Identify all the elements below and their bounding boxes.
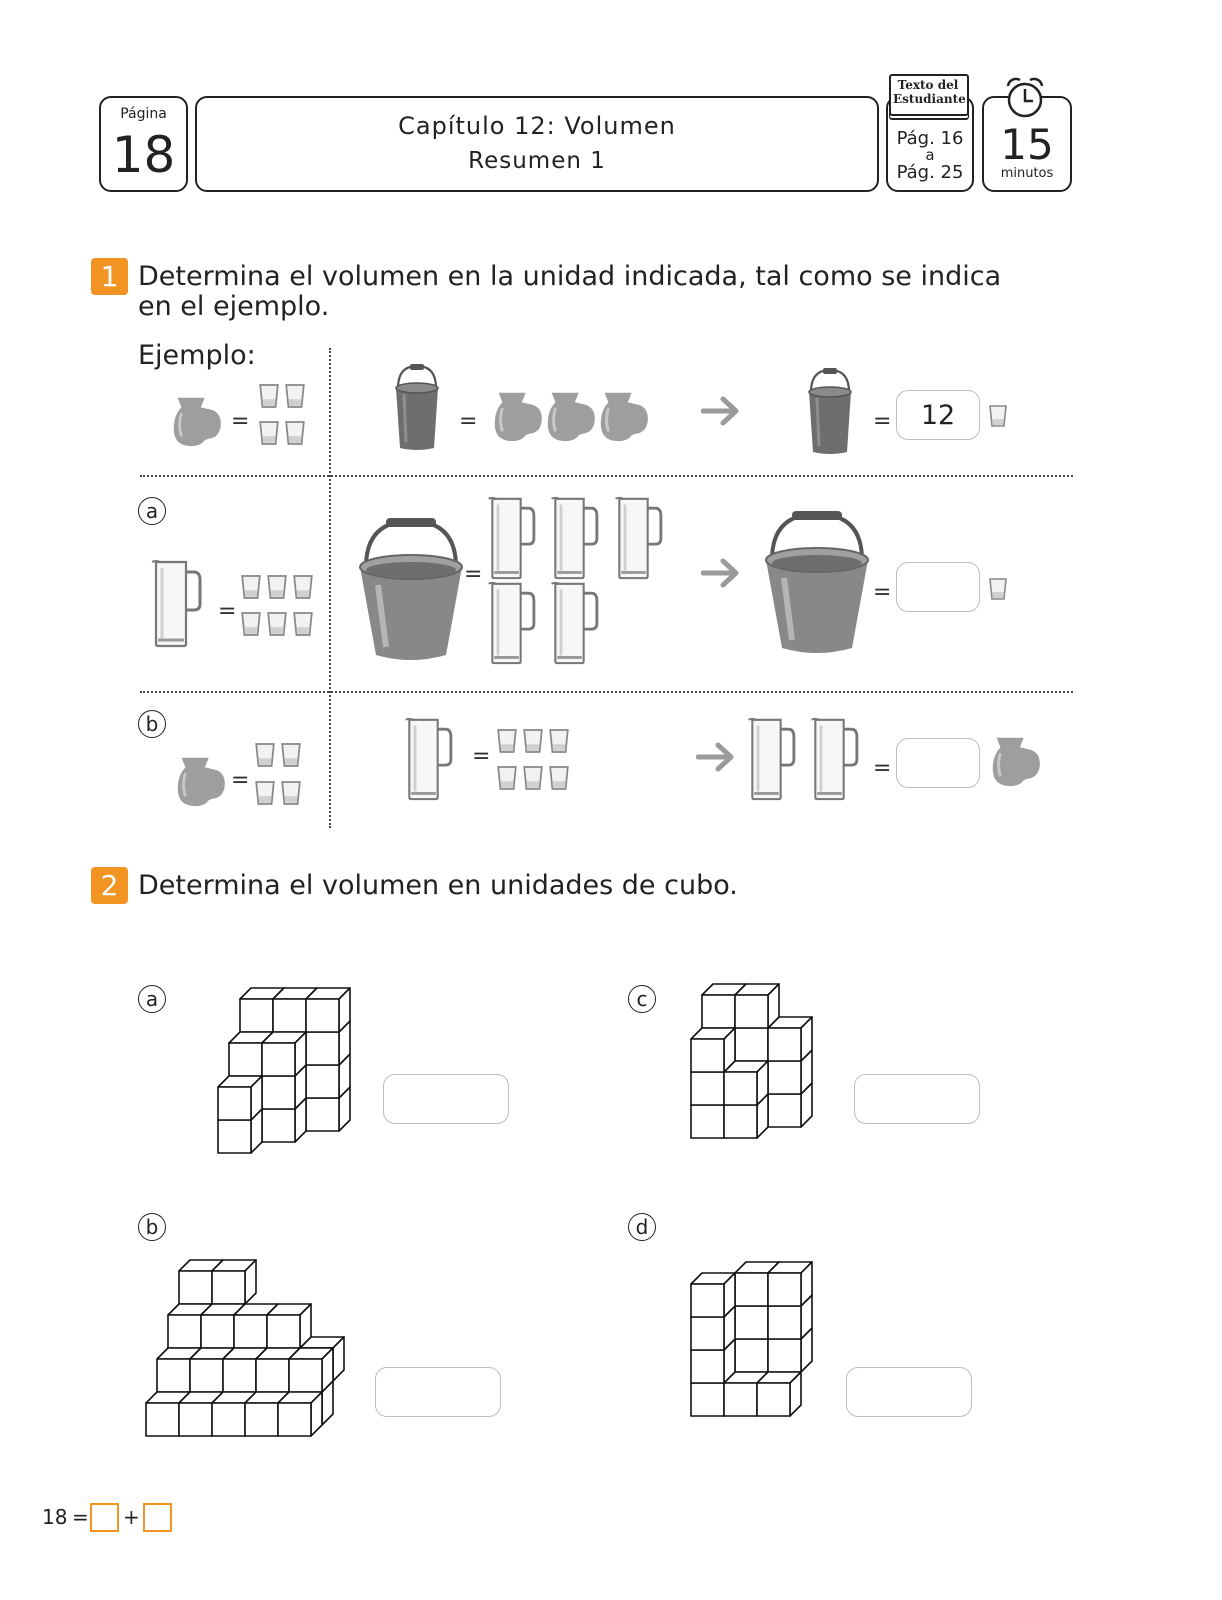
cube-face [735, 1028, 768, 1061]
pages-sep: a [925, 146, 935, 164]
cube-face [273, 999, 306, 1032]
chapter-subtitle: Resumen 1 [468, 148, 606, 174]
footer-page-number: 18 [42, 1505, 68, 1529]
answer-box-1a[interactable] [896, 562, 980, 612]
cube-face [735, 1306, 768, 1339]
cube-face [212, 1271, 245, 1304]
footer-box-1 [90, 1503, 119, 1532]
cube-face [768, 1273, 801, 1306]
pitcher-icon [166, 390, 224, 448]
glass-icon [266, 572, 288, 602]
part-a-label: a [138, 985, 166, 1013]
glass-icon [292, 609, 314, 639]
pitcher-icon [548, 580, 608, 665]
divider-row-1 [140, 475, 1073, 477]
cube-face [724, 1072, 757, 1105]
alarm-clock-icon [1000, 74, 1050, 120]
example-label: Ejemplo: [138, 340, 256, 371]
glass-icon [496, 763, 518, 793]
cube-face [212, 1403, 245, 1436]
equals-sign: = [218, 599, 237, 624]
pitcher-icon [612, 495, 672, 580]
cube-face [735, 995, 768, 1028]
cube-face [691, 1284, 724, 1317]
cube-face [234, 1315, 267, 1348]
glass-icon [280, 740, 302, 770]
footer-equals: = [72, 1505, 89, 1529]
equals-sign: = [873, 756, 892, 781]
glass-icon [548, 726, 570, 756]
answer-box-2c[interactable] [854, 1074, 980, 1124]
cube-face [702, 995, 735, 1028]
cube-face [240, 999, 273, 1032]
page-label: Página [120, 106, 167, 122]
equals-sign: = [231, 409, 250, 434]
answer-box-2d[interactable] [846, 1367, 972, 1417]
glass-icon [548, 763, 570, 793]
pitcher-icon [485, 495, 545, 580]
cube-face [218, 1087, 251, 1120]
pages-to: Pág. 25 [896, 162, 964, 183]
glass-icon [496, 726, 518, 756]
cube-face [190, 1359, 223, 1392]
cube-face [768, 1306, 801, 1339]
part-d-label: d [628, 1213, 656, 1241]
arrow-right-icon [701, 558, 741, 588]
cube-face [306, 1065, 339, 1098]
footer-box-2 [143, 1503, 172, 1532]
cube-face [278, 1403, 311, 1436]
equals-sign: = [873, 580, 892, 605]
exercise-2-badge: 2 [91, 867, 128, 904]
exercise-1-instruction-line2: en el ejemplo. [138, 291, 330, 322]
glass-icon [240, 609, 262, 639]
cube-face [306, 1032, 339, 1065]
cube-face [735, 1273, 768, 1306]
glass-icon [988, 402, 1008, 430]
cube-face [267, 1315, 300, 1348]
cube-face [168, 1315, 201, 1348]
equals-sign: = [873, 409, 892, 434]
chapter-title-box [195, 96, 879, 192]
glass-icon [284, 419, 306, 447]
cube-face [245, 1403, 278, 1436]
cube-face [146, 1403, 179, 1436]
footer-plus: + [123, 1505, 140, 1529]
textbook-label: Texto del Estudiante [893, 78, 966, 106]
glass-icon [292, 572, 314, 602]
cube-face [157, 1359, 190, 1392]
cube-face [735, 1339, 768, 1372]
glass-icon [240, 572, 262, 602]
cube-figure-c [685, 980, 820, 1145]
bucket-icon [392, 362, 442, 452]
cube-face [223, 1359, 256, 1392]
part-a-label: a [138, 497, 166, 525]
glass-icon [280, 778, 302, 808]
glass-icon [522, 763, 544, 793]
part-b-label: b [138, 1213, 166, 1241]
equals-sign: = [459, 409, 478, 434]
cube-face [256, 1359, 289, 1392]
pitcher-icon [548, 495, 608, 580]
time-value: 15 [1000, 120, 1054, 169]
cube-face [691, 1383, 724, 1416]
cube-face [289, 1359, 322, 1392]
pitcher-icon [808, 716, 868, 801]
cube-face [229, 1043, 262, 1076]
cube-face [262, 1109, 295, 1142]
divider-vertical [329, 348, 331, 828]
answer-box-1b[interactable] [896, 738, 980, 788]
cube-face [691, 1317, 724, 1350]
equals-sign: = [231, 768, 250, 793]
page-number: 18 [111, 126, 176, 184]
cube-face [768, 1094, 801, 1127]
cube-face [691, 1072, 724, 1105]
equals-sign: = [464, 562, 483, 587]
divider-row-2 [140, 691, 1073, 693]
cube-face [179, 1403, 212, 1436]
cube-face [306, 1098, 339, 1131]
part-c-label: c [628, 985, 656, 1013]
pitcher-icon [485, 580, 545, 665]
cube-face [691, 1039, 724, 1072]
part-b-label: b [138, 710, 166, 738]
time-unit: minutos [1000, 166, 1054, 181]
exercise-1-badge: 1 [91, 258, 128, 295]
glass-icon [258, 419, 280, 447]
glass-icon [284, 382, 306, 410]
cube-figure-b [140, 1258, 360, 1443]
cube-face [768, 1028, 801, 1061]
glass-icon [254, 778, 276, 808]
cube-figure-d [685, 1258, 820, 1423]
arrow-right-icon [701, 396, 741, 426]
arrow-right-icon [696, 742, 736, 772]
cube-face [724, 1105, 757, 1138]
cube-face [201, 1315, 234, 1348]
glass-icon [254, 740, 276, 770]
glass-icon [988, 574, 1008, 604]
cube-face [691, 1105, 724, 1138]
glass-icon [522, 726, 544, 756]
example-answer-box: 12 [896, 390, 980, 440]
cube-face [262, 1043, 295, 1076]
cube-face [768, 1061, 801, 1094]
answer-box-2b[interactable] [375, 1367, 501, 1417]
exercise-2-instruction: Determina el volumen en unidades de cubo. [138, 870, 738, 901]
bucket-icon [762, 508, 872, 658]
answer-box-2a[interactable] [383, 1074, 509, 1124]
equals-sign: = [472, 744, 491, 769]
cube-face [306, 999, 339, 1032]
glass-icon [258, 382, 280, 410]
pitcher-icon [540, 385, 598, 443]
pitcher-icon [593, 385, 651, 443]
pitcher-icon [487, 385, 545, 443]
bucket-icon [356, 515, 466, 665]
pitcher-icon [170, 750, 228, 808]
chapter-title: Capítulo 12: Volumen [398, 112, 676, 140]
cube-face [262, 1076, 295, 1109]
exercise-1-instruction-line1: Determina el volumen en la unidad indicada, tal como se indica [138, 261, 1002, 292]
cube-face [768, 1339, 801, 1372]
cube-face [757, 1383, 790, 1416]
pitcher-icon [402, 716, 462, 801]
cube-face [724, 1383, 757, 1416]
cube-face [218, 1120, 251, 1153]
cube-face [179, 1271, 212, 1304]
book-icon [889, 74, 969, 116]
pages-from: Pág. 16 [896, 128, 964, 149]
page-number-box [99, 96, 188, 192]
cube-face [691, 1350, 724, 1383]
pitcher-icon [745, 716, 805, 801]
pitcher-icon [985, 730, 1043, 788]
glass-icon [266, 609, 288, 639]
bucket-icon [805, 366, 855, 456]
pitcher-icon [150, 558, 210, 648]
cube-figure-a [210, 985, 360, 1160]
